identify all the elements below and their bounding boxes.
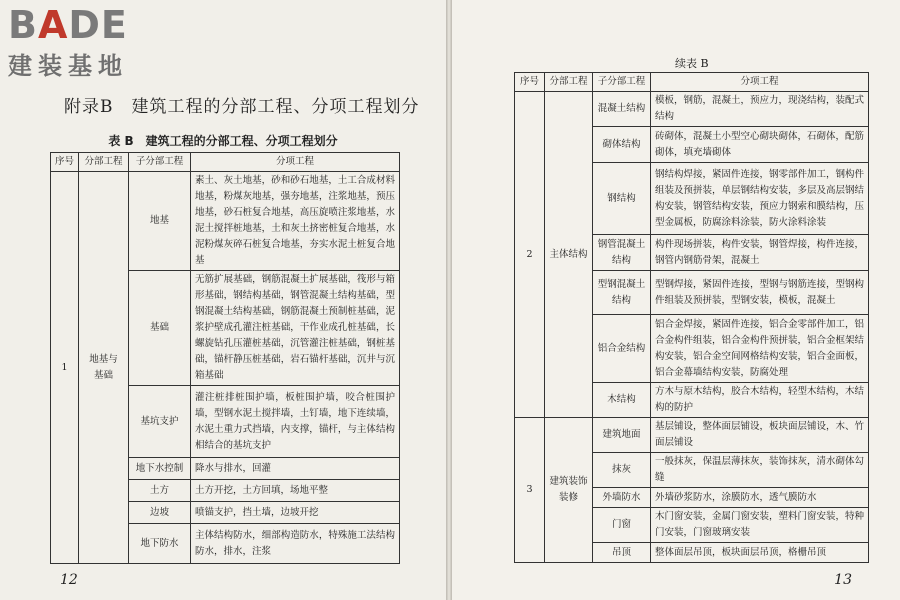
items-cell: 砖砌体，混凝土小型空心砌块砌体，石砌体，配筋砌体，填充墙砌体 <box>651 127 869 163</box>
header-items: 分项工程 <box>651 73 869 92</box>
subdivision-cell: 型钢混凝土结构 <box>593 271 651 315</box>
subdivision-cell: 木结构 <box>593 383 651 418</box>
table-row <box>515 92 869 127</box>
items-cell: 构件现场拼装，构件安装，钢管焊接，构件连接，钢管内钢筋骨架，混凝土 <box>651 235 869 271</box>
items-cell: 主体结构防水，细部构造防水，特殊施工法结构防水，排水，注浆 <box>191 524 400 564</box>
table-caption: 表 B 建筑工程的分部工程、分项工程划分 <box>108 134 338 148</box>
appendix-title: 附录B 建筑工程的分部工程、分项工程划分 <box>64 97 420 117</box>
group-number: 2 <box>515 92 545 418</box>
header-no: 序号 <box>515 73 545 92</box>
subdivision-cell: 基坑支护 <box>129 386 191 458</box>
table-row <box>515 418 869 453</box>
items-cell: 型钢焊接，紧固件连接，型钢与钢筋连接，型钢构件组装及预拼装，型钢安装，模板，混凝土 <box>651 271 869 315</box>
right-page <box>452 0 900 600</box>
page-number-right: 13 <box>834 572 852 588</box>
items-cell: 模板，钢筋，混凝土，预应力，现浇结构，装配式结构 <box>651 92 869 127</box>
items-cell: 一般抹灰，保温层薄抹灰，装饰抹灰，清水砌体勾缝 <box>651 453 869 488</box>
subdivision-cell: 铝合金结构 <box>593 315 651 383</box>
items-cell: 方木与原木结构，胶合木结构，轻型木结构，木结构的防护 <box>651 383 869 418</box>
items-cell: 无筋扩展基础，钢筋混凝土扩展基础，筏形与箱形基础，钢结构基础，钢管混凝土结构基础，型钢混凝土结构基础，钢筋混凝土预制桩基础，泥浆护壁成孔灌注桩基础，干作业成孔桩基础，长螺旋钻孔压灌桩基础，沉管灌注桩基础，钢桩基础，锚杆静压桩基础，岩石锚杆基础，沉井与沉箱基础 <box>191 271 400 386</box>
group-name: 地基与 基础 <box>79 172 129 564</box>
items-cell: 铝合金焊接，紧固件连接，铝合金零部件加工，铝合金构件组装，铝合金构件预拼装，铝合金框架结构安装，铝合金空间网格结构安装，铝合金面板，铝合金幕墙结构安装，防腐处理 <box>651 315 869 383</box>
group-name: 建筑装饰 装修 <box>545 418 593 563</box>
items-cell: 外墙砂浆防水，涂膜防水，透气膜防水 <box>651 488 869 508</box>
table-row <box>51 172 400 271</box>
table-header-row <box>515 73 869 92</box>
items-cell: 基层铺设，整体面层铺设，板块面层铺设，木、竹面层铺设 <box>651 418 869 453</box>
subdivision-cell: 基础 <box>129 271 191 386</box>
header-division: 分部工程 <box>545 73 593 92</box>
logo-subtitle: 建装基地 <box>8 52 128 80</box>
items-cell: 木门窗安装，金属门窗安装，塑料门窗安装，特种门安装，门窗玻璃安装 <box>651 508 869 543</box>
division-table-continued <box>514 72 869 563</box>
items-cell: 素土、灰土地基，砂和砂石地基，土工合成材料地基，粉煤灰地基，强夯地基，注浆地基，预压地基，砂石桩复合地基，高压旋喷注浆地基，水泥土搅拌桩地基，土和灰土挤密桩复合地基，水泥粉煤灰碎石桩复合地基，夯实水泥土桩复合地基 <box>191 172 400 271</box>
header-no: 序号 <box>51 153 79 172</box>
header-division: 分部工程 <box>79 153 129 172</box>
subdivision-cell: 混凝土结构 <box>593 92 651 127</box>
subdivision-cell: 钢管混凝土结构 <box>593 235 651 271</box>
subdivision-cell: 砌体结构 <box>593 127 651 163</box>
items-cell: 整体面层吊顶，板块面层吊顶，格栅吊顶 <box>651 543 869 563</box>
left-page <box>0 0 446 600</box>
subdivision-cell: 外墙防水 <box>593 488 651 508</box>
subdivision-cell: 抹灰 <box>593 453 651 488</box>
logo-wordmark: BADE <box>8 3 128 47</box>
subdivision-cell: 吊顶 <box>593 543 651 563</box>
continued-title: 续表 B <box>675 57 709 70</box>
group-number: 1 <box>51 172 79 564</box>
division-table <box>50 152 400 564</box>
subdivision-cell: 钢结构 <box>593 163 651 235</box>
subdivision-cell: 地下防水 <box>129 524 191 564</box>
table-header-row <box>51 153 400 172</box>
page-number-left: 12 <box>60 572 78 588</box>
items-cell: 钢结构焊接，紧固件连接，钢零部件加工，钢构件组装及预拼装，单层钢结构安装，多层及高层钢结构安装，钢管结构安装，预应力钢索和膜结构，压型金属板，防腐涂料涂装，防火涂料涂装 <box>651 163 869 235</box>
group-name: 主体结构 <box>545 92 593 418</box>
header-subdivision: 子分部工程 <box>129 153 191 172</box>
subdivision-cell: 地下水控制 <box>129 458 191 480</box>
subdivision-cell: 边坡 <box>129 502 191 524</box>
header-items: 分项工程 <box>191 153 400 172</box>
group-number: 3 <box>515 418 545 563</box>
subdivision-cell: 门窗 <box>593 508 651 543</box>
subdivision-cell: 土方 <box>129 480 191 502</box>
items-cell: 土方开挖，土方回填，场地平整 <box>191 480 400 502</box>
subdivision-cell: 建筑地面 <box>593 418 651 453</box>
subdivision-cell: 地基 <box>129 172 191 271</box>
items-cell: 喷锚支护，挡土墙，边坡开挖 <box>191 502 400 524</box>
header-subdivision: 子分部工程 <box>593 73 651 92</box>
items-cell: 降水与排水，回灌 <box>191 458 400 480</box>
items-cell: 灌注桩排桩围护墙，板桩围护墙，咬合桩围护墙，型钢水泥土搅拌墙，土钉墙，地下连续墙，水泥土重力式挡墙，内支撑，锚杆，与主体结构相结合的基坑支护 <box>191 386 400 458</box>
bade-logo <box>8 3 128 81</box>
